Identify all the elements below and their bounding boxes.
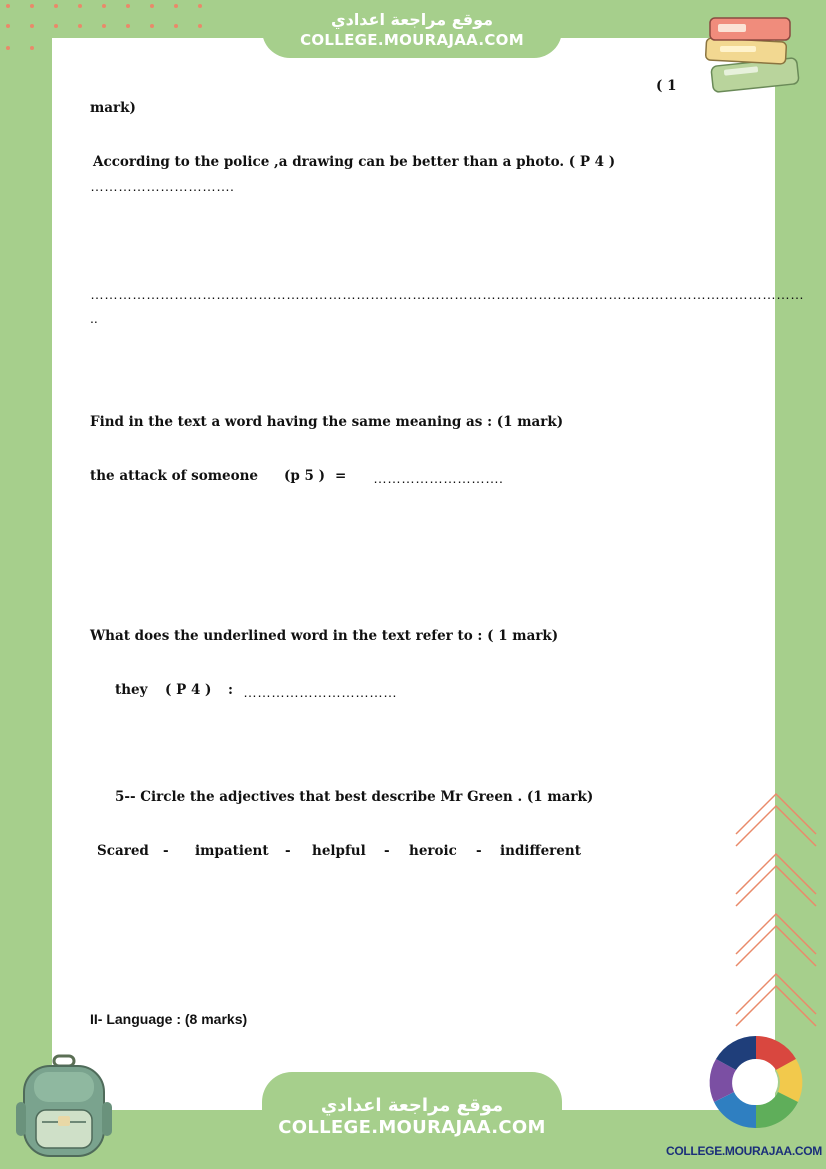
mark-close: mark)	[90, 100, 136, 116]
question-synonym: Find in the text a word having the same meaning as : (1 mark)	[90, 414, 564, 430]
synonym-page: (p 5 )	[284, 468, 326, 484]
footer-banner	[262, 1072, 562, 1169]
answer-dots-short: ………………………….	[90, 178, 234, 194]
adjective-option[interactable]: helpful	[312, 843, 366, 859]
adjective-option[interactable]: impatient	[195, 843, 269, 859]
footer-arabic-title: موقع مراجعة اعدادي	[320, 1095, 504, 1116]
reference-page: ( P 4 )	[165, 682, 212, 698]
adjective-option[interactable]: Scared	[97, 843, 149, 859]
header-site-url[interactable]: COLLEGE.MOURAJAA.COM	[300, 31, 524, 49]
books-icon	[690, 8, 806, 100]
backpack-icon	[14, 1052, 114, 1160]
reference-answer-dots: ……………………………	[243, 684, 397, 700]
header-arabic-title: موقع مراجعة اعدادي	[330, 10, 494, 29]
section-language-heading: II- Language : (8 marks)	[90, 1011, 248, 1027]
synonym-answer-dots: ……………………….	[373, 470, 503, 486]
adjective-separator: -	[285, 843, 291, 859]
adjective-separator: -	[476, 843, 482, 859]
adjective-option[interactable]: indifferent	[500, 843, 581, 859]
adjective-separator: -	[384, 843, 390, 859]
school-subjects-logo-icon	[694, 1022, 818, 1142]
header-banner	[262, 0, 562, 58]
adjective-separator: -	[163, 843, 169, 859]
synonym-word: the attack of someone	[90, 468, 258, 484]
chevron-up-icons	[730, 790, 822, 1050]
footer-site-url[interactable]: COLLEGE.MOURAJAA.COM	[278, 1117, 546, 1138]
worksheet-page	[52, 38, 804, 1110]
adjective-option[interactable]: heroic	[409, 843, 457, 859]
question-adjectives: 5-- Circle the adjectives that best describe Mr Green . (1 mark)	[115, 789, 594, 805]
synonym-equals: =	[335, 468, 347, 484]
reference-colon: :	[228, 682, 233, 698]
mark-open: ( 1	[656, 78, 677, 94]
answer-line: ………………………………………………………………………………………………………………………………………	[90, 286, 804, 302]
question-reference: What does the underlined word in the text refer to : ( 1 mark)	[90, 628, 559, 644]
answer-line-end: ..	[90, 310, 98, 326]
reference-word: they	[115, 682, 148, 698]
logo-site-url[interactable]: COLLEGE.MOURAJAA.COM	[666, 1144, 823, 1158]
question-police-drawing: According to the police ,a drawing can be better than a photo. ( P 4 )	[93, 154, 616, 170]
